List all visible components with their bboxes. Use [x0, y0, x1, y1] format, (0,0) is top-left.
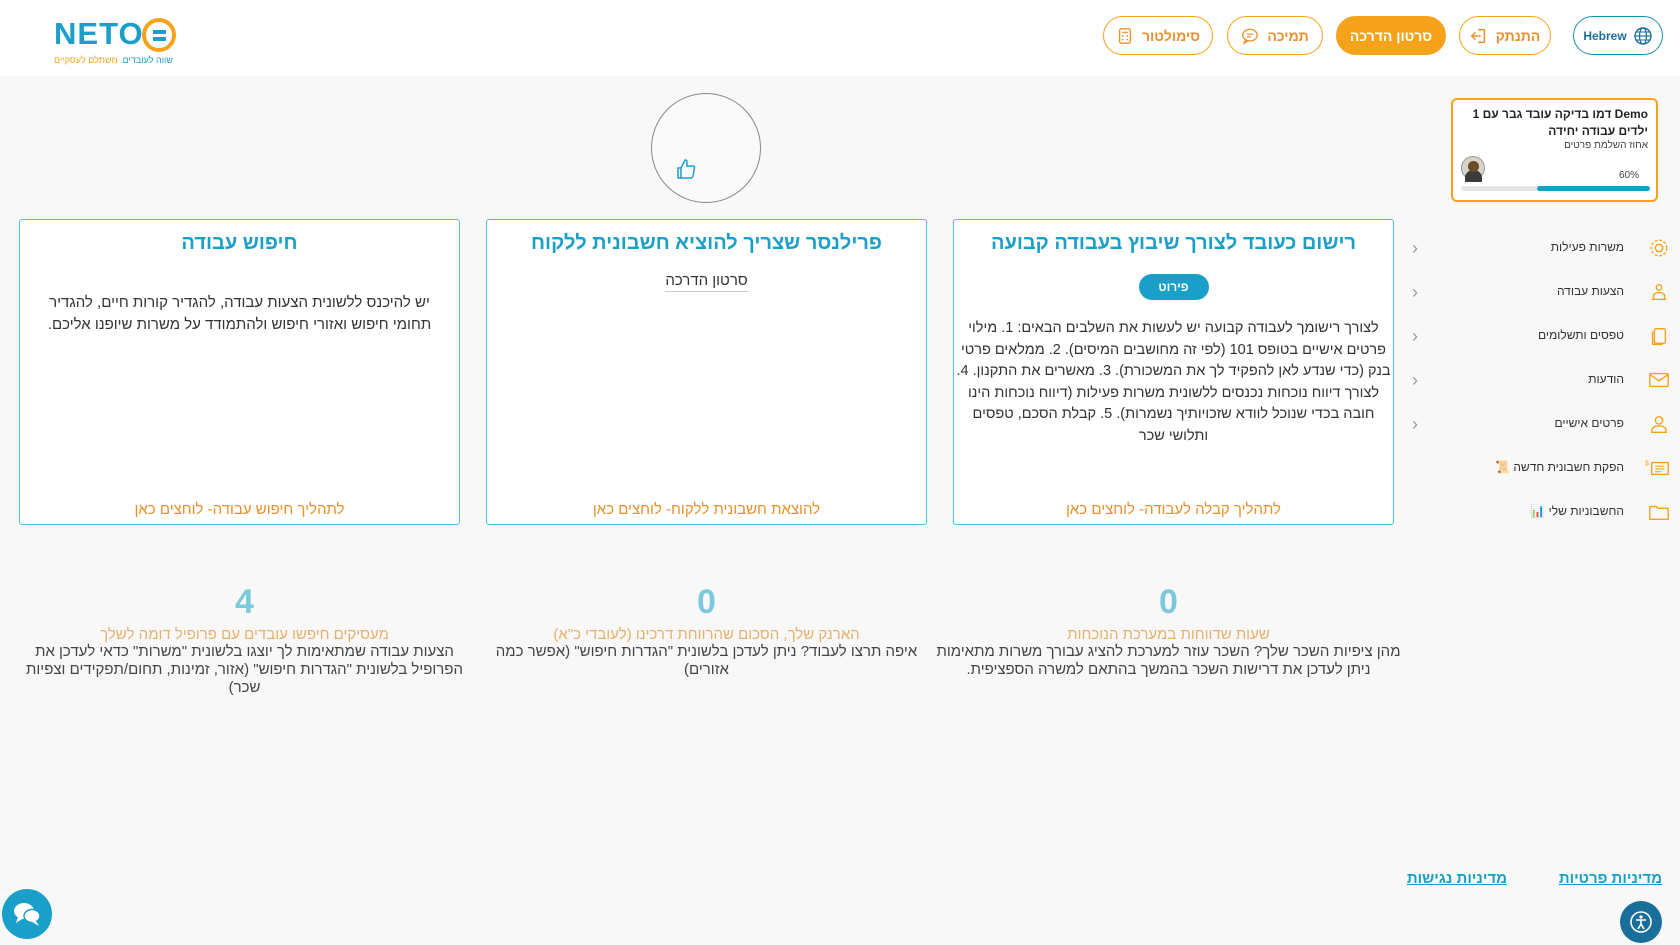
logout-label: התנתק [1495, 27, 1541, 44]
stat-value: 4 [235, 583, 254, 621]
profile-card[interactable] [1451, 98, 1658, 202]
stat-value: 0 [1159, 583, 1178, 621]
completion-percent: 60% [1619, 170, 1640, 181]
stat-value: 0 [697, 583, 716, 621]
logo-equals-icon [142, 18, 176, 52]
chevron-left-icon[interactable]: ‹ [1412, 326, 1418, 346]
stat-description: מהן ציפיות השכר שלך? השכר עוזר למערכת להציג עבורך משרות מתאימות ניתן לעדכן את דרישות השכר בהמשך בהתאם למשרה הספציפית. [936, 643, 1401, 678]
chat-bubble-icon [1241, 27, 1259, 45]
sidebar-item-label [1495, 460, 1624, 474]
documents-icon [1648, 325, 1670, 347]
logout-icon [1470, 27, 1488, 45]
user-icon [1648, 413, 1670, 435]
new-invoice-label: הפקת חשבונית חדשה [1513, 460, 1624, 474]
sidebar-item-personal-details[interactable] [1400, 406, 1672, 442]
stat-description: איפה תרצו לעבוד? ניתן לעדכן בלשונית "הגדרות חיפוש" (אפשר כמה אזורים) [495, 643, 918, 678]
stat-title: שעות שדווחות במערכת הנוכחות [1067, 626, 1270, 643]
completion-progress-fill [1537, 186, 1650, 191]
sidebar-item-my-invoices[interactable] [1400, 494, 1672, 530]
completion-progress-bar [1461, 186, 1650, 191]
avatar[interactable] [1461, 156, 1485, 180]
employee-card-body: לצורך רישומך לעבודה קבועה יש לעשות את השלבים הבאים: 1. מילוי פרטים אישיים בטופס 101 (לפי זה מחושבים המיסים). 2. ממלאים פרטי בנק (כדי שנדע לאן להפקיד לך את המשכורת). 3. מאשרים את התקנון. 4. לצורך דיווח נוכחות נכנסים ללשונית משרות פעילות (דיווח נוכחות הינו חובה בכדי שנוכל לוודא שזכויותיך נשמרות). 5. קבלת הסכם, טפסים ותלושי שכר [956, 320, 1391, 444]
stat-wallet [490, 580, 923, 679]
support-button[interactable] [1227, 16, 1323, 55]
tagline-orange: . משתלם לעסקיים [54, 55, 123, 65]
accessibility-button[interactable] [1620, 901, 1662, 943]
job-search-card-title: חיפוש עבודה [181, 232, 298, 254]
scroll-emoji-icon: 📜 [1495, 460, 1510, 474]
tutorial-video-button[interactable] [1336, 16, 1446, 55]
chevron-left-icon[interactable]: ‹ [1412, 282, 1418, 302]
chat-widget-button[interactable] [2, 889, 52, 939]
sidebar-item-label: משרות פעילות [1550, 240, 1624, 254]
tutorial-video-label: סרטון הדרכה [1349, 27, 1433, 44]
gear-icon [1648, 237, 1670, 259]
accessibility-icon [1629, 910, 1653, 934]
sidebar-item-active-jobs[interactable] [1400, 230, 1672, 266]
sidebar-item-label: הצעות עבודה [1556, 284, 1624, 298]
sidebar-item-label [1530, 504, 1624, 518]
language-button[interactable] [1573, 16, 1663, 55]
my-invoices-label: החשבוניות שלי [1548, 504, 1624, 518]
completion-label: אחוז השלמת פרטים [1564, 140, 1648, 151]
invoice-icon [1644, 457, 1670, 479]
simulator-label: סימולטור [1141, 27, 1201, 44]
chart-emoji-icon: 📊 [1530, 504, 1546, 518]
sidebar-item-forms-payments[interactable] [1400, 318, 1672, 354]
chevron-left-icon[interactable]: ‹ [1412, 414, 1418, 434]
logo-tagline [54, 55, 179, 65]
calculator-icon [1116, 27, 1134, 45]
job-search-card-body: יש להיכנס ללשונית הצעות עבודה, להגדיר קורות חיים, להגדיר תחומי חיפוש ואזורי חיפוש ולהתמודד על משרות שיופנו אליכם. [47, 294, 432, 333]
logo-text: NETO [54, 16, 144, 51]
stat-employer-searches [22, 580, 467, 697]
employee-process-link[interactable]: לתהליך קבלה לעבודה- לוחצים כאן [1065, 501, 1282, 518]
employee-card-title: רישום כעובד לצורך שיבוץ בעבודה קבועה [990, 232, 1357, 254]
like-circle[interactable] [651, 93, 761, 203]
details-pill-button[interactable]: פירוט [1139, 274, 1209, 300]
tagline-blue: שווה לעובדים [122, 55, 173, 65]
presentation-icon [1648, 281, 1670, 303]
freelancer-invoice-link[interactable]: להוצאת חשבונית ללקוח- לוחצים כאן [592, 501, 821, 518]
sidebar-item-new-invoice[interactable] [1400, 450, 1672, 486]
freelancer-invoice-card [486, 219, 927, 525]
stat-title: הארנק שלך, הסכום שהרווחת דרכינו (לעובדי כ"א) [553, 626, 860, 643]
stat-reported-hours [936, 580, 1401, 679]
neto-logo[interactable] [54, 16, 173, 65]
sidebar-item-messages[interactable] [1400, 362, 1672, 398]
sidebar-item-label: הודעות [1588, 372, 1624, 386]
support-label: תמיכה [1267, 27, 1309, 44]
sidebar-item-label: טפסים ותשלומים [1537, 328, 1624, 342]
globe-icon [1633, 26, 1653, 46]
top-header [0, 0, 1680, 76]
freelancer-card-title: פרילנסר שצריך להוציא חשבונית ללקוח [531, 232, 882, 254]
svg-text:$: $ [1644, 458, 1649, 468]
language-label: Hebrew [1583, 28, 1627, 43]
chevron-left-icon[interactable]: ‹ [1412, 238, 1418, 258]
chevron-left-icon[interactable]: ‹ [1412, 370, 1418, 390]
folder-icon [1648, 501, 1670, 523]
profile-name: Demo דמו בדיקה עובד גבר עם 1 ילדים עבודה יחידה [1472, 107, 1648, 138]
logout-button[interactable] [1459, 16, 1551, 55]
privacy-policy-link[interactable]: מדיניות פרטיות [1558, 870, 1662, 887]
job-search-link[interactable]: לתהליך חיפוש עבודה- לוחצים כאן [134, 501, 345, 518]
chat-bubbles-icon [13, 901, 41, 927]
tutorial-link-text: סרטון הדרכה [665, 272, 747, 292]
simulator-button[interactable] [1103, 16, 1213, 55]
sidebar-item-job-offers[interactable] [1400, 274, 1672, 310]
job-search-card [19, 219, 460, 525]
thumbs-up-icon [674, 157, 698, 181]
employee-registration-card [953, 219, 1394, 525]
sidebar-item-label: פרטים אישיים [1554, 416, 1624, 430]
stat-title: מעסיקים חיפשו עובדים עם פרופיל דומה לשלך [100, 626, 389, 643]
freelancer-tutorial-link[interactable] [487, 272, 926, 289]
envelope-icon [1648, 369, 1670, 391]
stat-description: הצעות עבודה שמתאימות לך יוצגו בלשונית "משרות" כדאי לעדכן את הפרופיל בלשונית "הגדרות חיפוש" (אזור, זמינות, תחום/תפקידים וצפיות שכר) [26, 643, 463, 696]
accessibility-policy-link[interactable]: מדיניות נגישות [1406, 870, 1507, 887]
